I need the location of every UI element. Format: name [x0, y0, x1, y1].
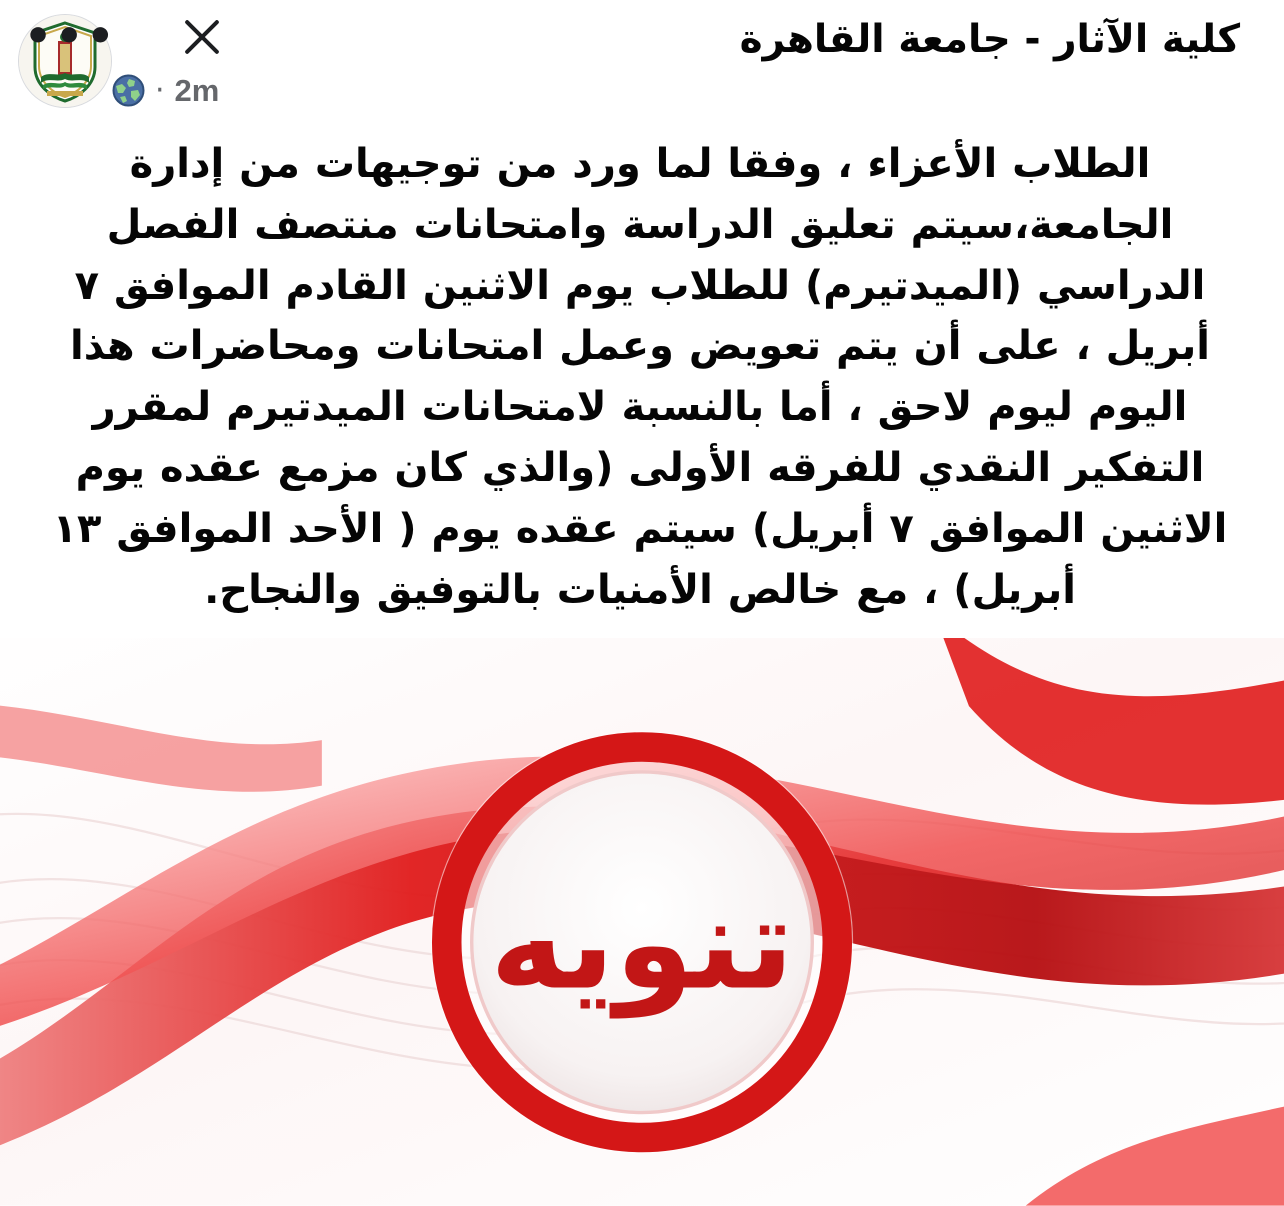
svg-text:تنويه: تنويه	[489, 870, 795, 1019]
post-message: الطلاب الأعزاء ، وفقا لما ورد من توجيهات من إدارة الجامعة،سيتم تعليق الدراسة وامتحانات منتصف الفصل الدراسي (الميدتيرم) للطلاب يوم الاثنين القادم الموافق ٧ أبريل ، على أن يتم تعويض وعمل امتحانات ومحاضرات هذا اليوم ليوم لاحق ، أما بالنسبة لامتحانات الميدتيرم لمقرر التفكير النقدي للفرقه الأولى (والذي كان مزمع عقده يوم الاثنين الموافق ٧ أبريل) سيتم عقده يوم ( الأحد الموافق ١٣ أبريل) ، مع خالص الأمنيات بالتوفيق والنجاح.	[52, 141, 1228, 613]
more-options-icon[interactable]: •••	[24, 11, 118, 62]
post-header-actions	[18, 11, 225, 62]
post-attachment-image[interactable]	[0, 638, 1284, 1206]
meta-separator: ·	[155, 72, 165, 108]
globe-icon[interactable]	[112, 74, 145, 107]
post-header	[0, 0, 1284, 128]
post-author-block	[112, 14, 1262, 109]
close-icon[interactable]	[179, 14, 225, 60]
post-body	[0, 128, 1284, 638]
post-meta	[112, 73, 1240, 109]
page-name[interactable]: كلية الآثار - جامعة القاهرة	[739, 17, 1240, 62]
post-timestamp[interactable]: 2m	[174, 72, 220, 108]
